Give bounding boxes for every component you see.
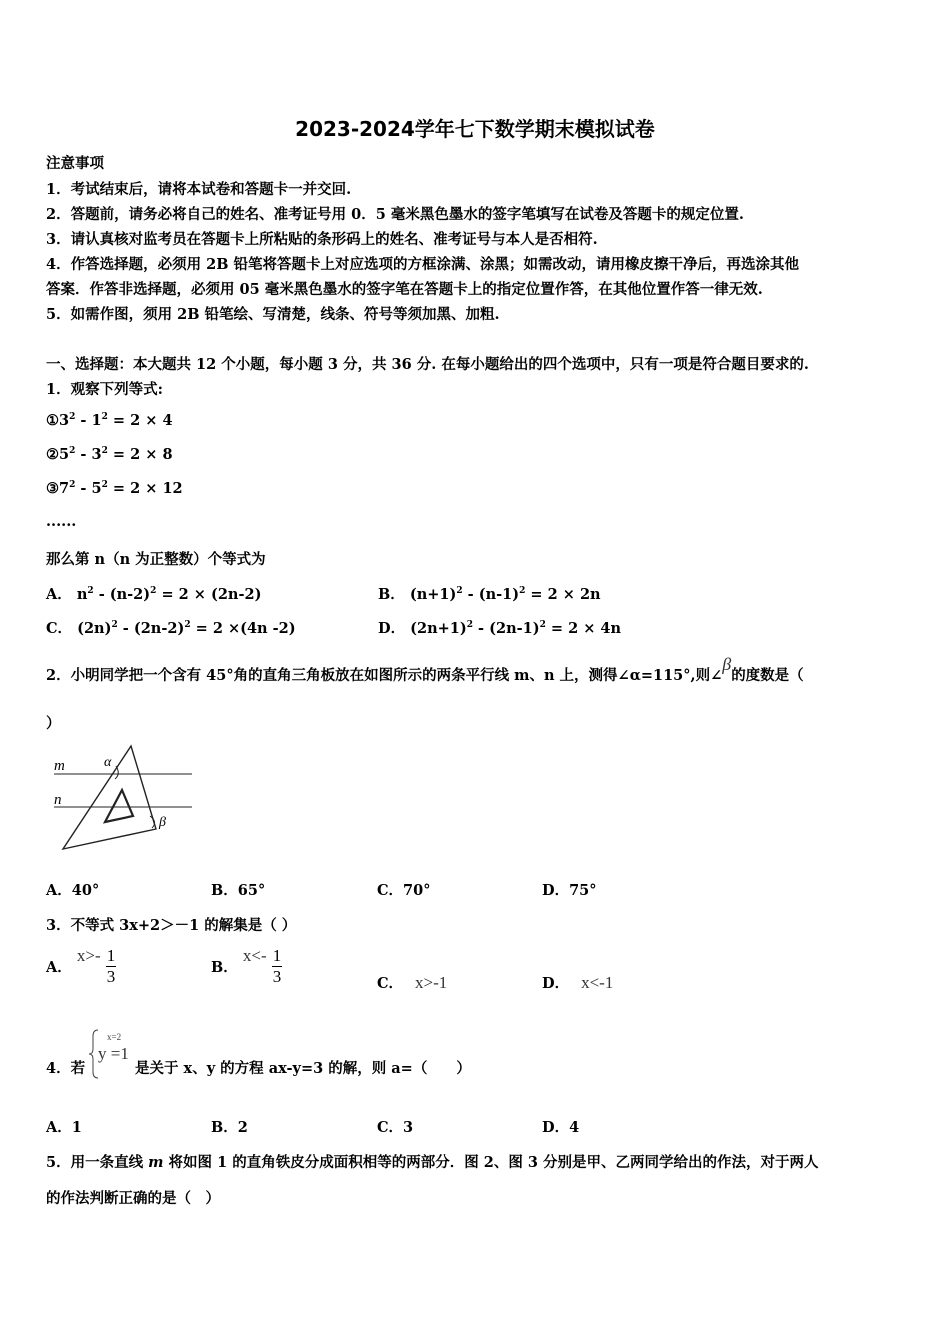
question-4-option-a[interactable]: A．1 [46, 1119, 82, 1136]
notice-item: 3．请认真核对监考员在答题卡上所粘贴的条形码上的姓名、准考证号与本人是否相符. [46, 231, 598, 248]
system-top: x=2 [107, 1032, 122, 1042]
question-5-line-2: 的作法判断正确的是（ ） [46, 1190, 220, 1207]
notice-item: 4．作答选择题，必须用 2B 铅笔将答题卡上对应选项的方框涂满、涂黑；如需改动，请用橡皮擦干净后，再选涂其他 [46, 256, 800, 273]
question-3-option-c[interactable]: C． x>-1 [377, 973, 448, 992]
question-2-option-d[interactable]: D．75° [542, 882, 597, 899]
question-1-equation-3: $③7^2 - 5^2 = 2 \times 12$ [46, 480, 183, 497]
angle-alpha-arc [115, 766, 118, 779]
question-5-line-1: 5．用一条直线 m 将如图 1 的直角铁皮分成面积相等的两部分．图 2、图 3 分别是甲、乙两同学给出的作法，对于两人 [46, 1154, 819, 1171]
question-1-option-b[interactable]: B． $(n+1)^2 - (n-1)^2 = 2 \times 2n$ [378, 586, 601, 603]
question-1-option-c[interactable]: C． $(2n)^2 - (2n-2)^2 = 2 \times(4n$ -2) [46, 620, 296, 637]
label-beta: β [159, 815, 166, 830]
label-m: m [54, 758, 65, 774]
question-3-stem: 3．不等式 3x+2＞－1 的解集是（ ） [46, 917, 297, 934]
question-2-stem: 2．小明同学把一个含有 45°角的直角三角板放在如图所示的两条平行线 m、n 上，测得∠α=115°,则∠β的度数是（ [46, 654, 804, 684]
question-2-option-a[interactable]: A．40° [46, 882, 100, 899]
notice-heading: 注意事项 [46, 155, 104, 172]
triangle-inner [105, 790, 133, 822]
beta-symbol: β [722, 654, 732, 674]
question-1-option-d[interactable]: D． $(2n+1)^2 - (2n-1)^2 = 2 \times 4n$ [378, 620, 622, 637]
question-4-option-b[interactable]: B．2 [211, 1119, 248, 1136]
question-1-stem: 1．观察下列等式: [46, 381, 163, 398]
notice-item: 2．答题前，请务必将自己的姓名、准考证号用 0．5 毫米黑色墨水的签字笔填写在试卷及答题卡的规定位置. [46, 206, 744, 223]
section-heading: 一、选择题：本大题共 12 个小题，每小题 3 分，共 36 分. 在每小题给出的四个选项中，只有一项是符合题目要求的. [46, 356, 809, 373]
question-3-option-b[interactable]: B． x<- $\frac{1}{3}$ [211, 945, 282, 986]
question-1-question: 那么第 n（n 为正整数）个等式为 [46, 551, 266, 568]
question-2-option-c[interactable]: C．70° [377, 882, 431, 899]
question-2-figure [46, 744, 196, 854]
notice-item: 1．考试结束后，请将本试卷和答题卡一并交回. [46, 181, 352, 198]
question-4-stem: 是关于 x、y 的方程 ax-y=3 的解，则 a=（ ） [135, 1060, 471, 1077]
question-1-equation-2: $②5^2 - 3^2 = 2 \times 8$ [46, 446, 173, 463]
question-3-option-a[interactable]: A． x>- $\frac{1}{3}$ [46, 945, 116, 986]
question-1-ellipsis: ...... [46, 513, 77, 530]
page-title: 2023-2024学年七下数学期末模拟试卷 [295, 117, 655, 141]
notice-item: 5．如需作图，须用 2B 铅笔绘、写清楚，线条、符号等须加黑、加粗. [46, 306, 500, 323]
label-n: n [54, 792, 62, 808]
system-bottom: y =1 [98, 1044, 129, 1063]
question-3-option-d[interactable]: D． x<-1 [542, 973, 614, 992]
label-alpha: α [104, 755, 112, 770]
question-1-option-a[interactable]: A． $n^2 - (n-2)^2 = 2 \times (2n-2)$ [46, 586, 262, 603]
question-2-option-b[interactable]: B．65° [211, 882, 266, 899]
question-1-equation-1: $①3^2 - 1^2 = 2 \times 4$ [46, 412, 173, 429]
notice-item: 答案．作答非选择题，必须用 05 毫米黑色墨水的签字笔在答题卡上的指定位置作答，在其他位置作答一律无效. [46, 281, 763, 298]
question-4-prefix: 4．若 [46, 1060, 86, 1077]
question-4-option-d[interactable]: D．4 [542, 1119, 580, 1136]
question-4-option-c[interactable]: C．3 [377, 1119, 414, 1136]
question-2-close-paren: ） [46, 715, 61, 732]
